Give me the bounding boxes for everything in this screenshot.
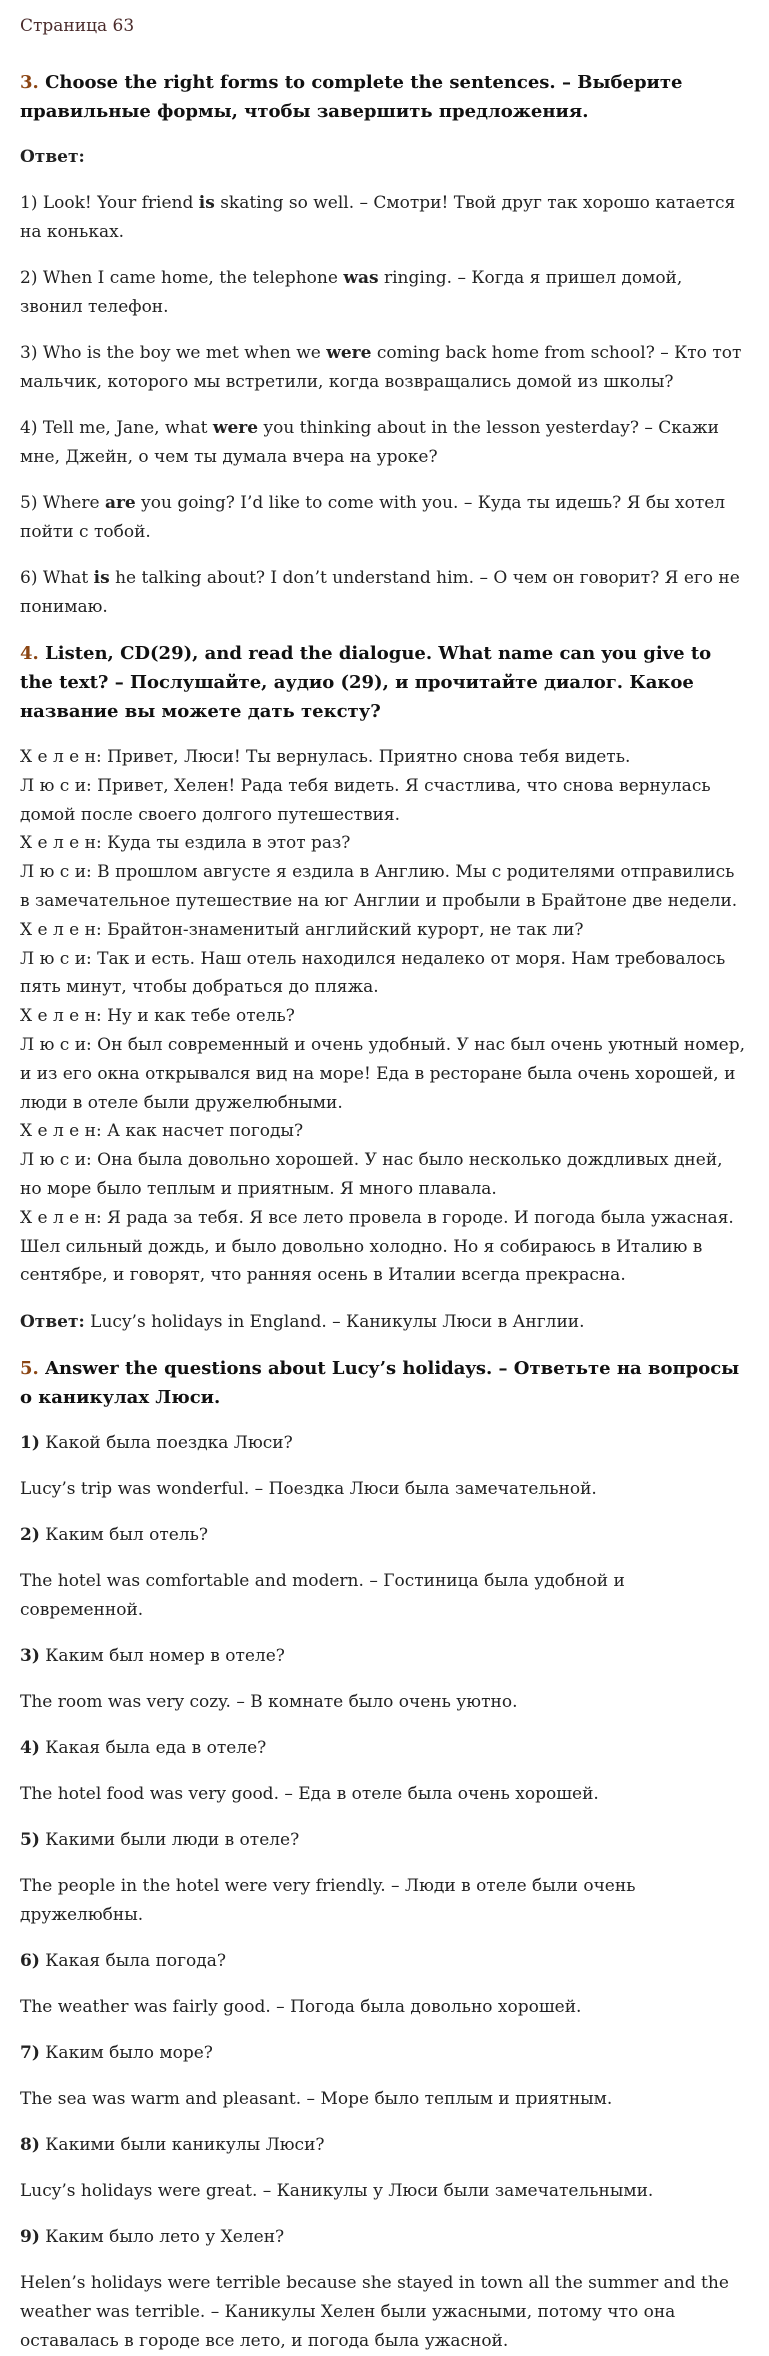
task-4-answer-text: Lucy’s holidays in England. – Каникулы Люси в Англии. xyxy=(84,1312,585,1333)
answer: The weather was fairly good. – Погода была довольно хорошей. xyxy=(20,1997,582,2018)
item-text: you going? I’d like to come with you. – Куда ты идешь? Я бы хотел пойти с тобой. xyxy=(20,493,726,542)
question-text: Какая была погода? xyxy=(39,1951,226,1972)
question-text: Каким было море? xyxy=(39,2043,213,2064)
task-3-item-5 xyxy=(20,489,749,547)
question-number: 5) xyxy=(20,1830,40,1851)
answer: Lucy’s holidays were great. – Каникулы у Люси были замечательными. xyxy=(20,2181,654,2202)
item-text: you thinking about in the lesson yesterday? – Скажи мне, Джейн, о чем ты думала вчера на уроке? xyxy=(20,418,720,467)
question-text: Какая была еда в отеле? xyxy=(39,1738,267,1759)
item-text: 5) Where xyxy=(20,493,105,513)
task-3-answer-label: Ответ: xyxy=(20,147,85,167)
answer: The room was very cozy. – В комнате было очень уютно. xyxy=(20,1692,518,1713)
dialogue-line: Х е л е н: Привет, Люси! Ты вернулась. Приятно снова тебя видеть. xyxy=(20,747,631,767)
question xyxy=(20,2039,749,2068)
answer: Helen’s holidays were terrible because she stayed in town all the summer and the weather was terrible. – Каникулы Хелен были ужасными, потому что она оставалась в городе все лето, и погода была ужасной. xyxy=(20,2273,729,2352)
question xyxy=(20,1642,749,1671)
item-text: 4) Tell me, Jane, what xyxy=(20,418,213,438)
task-3-heading xyxy=(20,68,749,126)
dialogue-line: Л ю с и: Он был современный и очень удобный. У нас был очень уютный номер, и из его окна открывался вид на море! Еда в ресторане была очень хорошей, и люди в отеле были дружелюбными. xyxy=(20,1034,746,1113)
dialogue xyxy=(20,743,749,1290)
answer: Lucy’s trip was wonderful. – Поездка Люси была замечательной. xyxy=(20,1479,597,1500)
item-text: 2) When I came home, the telephone xyxy=(20,268,344,288)
question-text: Какой была поездка Люси? xyxy=(39,1433,293,1454)
task-3-number: 3. xyxy=(20,72,39,93)
dialogue-line: Л ю с и: Так и есть. Наш отель находился недалеко от моря. Нам требовалось пять минут, чтобы добраться до пляжа. xyxy=(20,948,726,998)
question-number: 9) xyxy=(20,2227,40,2248)
question-text: Какими были каникулы Люси? xyxy=(39,2135,325,2156)
item-text: coming back home from school? – Кто тот мальчик, которого мы встретили, когда возвращались домой из школы? xyxy=(20,343,742,392)
task-4-heading xyxy=(20,639,749,726)
dialogue-line: Х е л е н: А как насчет погоды? xyxy=(20,1121,304,1142)
question-number: 4) xyxy=(20,1738,40,1759)
question-text: Какими были люди в отеле? xyxy=(39,1830,300,1851)
dialogue-line: Л ю с и: Она была довольно хорошей. У нас было несколько дождливых дней, но море было теплым и приятным. Я много плавала. xyxy=(20,1150,723,1199)
task-4-answer xyxy=(20,1308,749,1337)
question-text: Каким было лето у Хелен? xyxy=(39,2227,285,2248)
task-5-number: 5. xyxy=(20,1358,39,1380)
item-text: he talking about? I don’t understand him. – О чем он говорит? Я его не понимаю. xyxy=(20,568,740,617)
question xyxy=(20,1521,749,1550)
answer: The hotel was comfortable and modern. – Гостиница была удобной и современной. xyxy=(20,1571,625,1621)
question-text: Каким был номер в отеле? xyxy=(39,1646,285,1667)
item-keyword: are xyxy=(104,493,136,513)
question xyxy=(20,1947,749,1976)
item-keyword: is xyxy=(93,568,110,588)
dialogue-line: Л ю с и: В прошлом августе я ездила в Англию. Мы с родителями отправились в замечательное путешествие на юг Англии и пробыли в Брайтоне две недели. xyxy=(20,862,738,911)
dialogue-line: Х е л е н: Я рада за тебя. Я все лето провела в городе. И погода была ужасная. Шел сильный дождь, и было довольно холодно. Но я собираюсь в Италию в сентябре, и говорят, что ранняя осень в Италии всегда прекрасна. xyxy=(20,1207,734,1286)
item-keyword: is xyxy=(198,193,215,213)
question-number: 7) xyxy=(20,2043,40,2064)
task-3-item-4 xyxy=(20,414,749,472)
question-number: 6) xyxy=(20,1951,40,1972)
item-text: 6) What xyxy=(20,568,94,588)
dialogue-line: Х е л е н: Ну и как тебе отель? xyxy=(20,1006,295,1027)
item-keyword: were xyxy=(326,343,372,363)
answer: The sea was warm and pleasant. – Море было теплым и приятным. xyxy=(20,2089,613,2110)
task-4-number: 4. xyxy=(20,643,39,664)
question-number: 1) xyxy=(20,1433,40,1454)
answer: The hotel food was very good. – Еда в отеле была очень хорошей. xyxy=(20,1784,599,1805)
task-3-item-3 xyxy=(20,339,749,397)
question xyxy=(20,1429,749,1458)
question-number: 3) xyxy=(20,1646,40,1667)
dialogue-line: Х е л е н: Куда ты ездила в этот раз? xyxy=(20,833,351,854)
item-text: ringing. – Когда я пришел домой, звонил телефон. xyxy=(20,268,683,317)
question-text: Каким был отель? xyxy=(39,1525,208,1546)
item-text: 3) Who is the boy we met when we xyxy=(20,343,327,363)
task-3-item-2 xyxy=(20,264,749,322)
question xyxy=(20,1734,749,1763)
question xyxy=(20,1826,749,1855)
item-keyword: were xyxy=(212,418,259,438)
task-3-item-6 xyxy=(20,564,749,622)
question xyxy=(20,2131,749,2160)
task-3-title: Choose the right forms to complete the sentences. – Выберите правильные формы, чтобы завершить предложения. xyxy=(20,72,683,122)
question-number: 8) xyxy=(20,2135,40,2156)
question-number: 2) xyxy=(20,1525,40,1546)
page-number: Страница 63 xyxy=(20,16,135,36)
answer: The people in the hotel were very friendly. – Люди в отеле были очень дружелюбны. xyxy=(20,1876,636,1926)
task-5-heading xyxy=(20,1354,749,1412)
task-4-title: Listen, CD(29), and read the dialogue. What name can you give to the text? – Послушайте, аудио (29), и прочитайте диалог. Какое название вы можете дать тексту? xyxy=(20,643,712,722)
task-3-item-1 xyxy=(20,189,749,247)
dialogue-line: Л ю с и: Привет, Хелен! Рада тебя видеть. Я счастлива, что снова вернулась домой после своего долгого путешествия. xyxy=(20,775,711,825)
task-4-answer-label: Ответ: xyxy=(20,1312,85,1333)
item-text: skating so well. – Смотри! Твой друг так хорошо катается на коньках. xyxy=(20,193,736,242)
item-keyword: was xyxy=(343,268,379,288)
task-5-title: Answer the questions about Lucy’s holidays. – Ответьте на вопросы о каникулах Люси. xyxy=(20,1358,740,1409)
question xyxy=(20,2223,749,2252)
item-text: 1) Look! Your friend xyxy=(20,193,199,213)
dialogue-line: Х е л е н: Брайтон-знаменитый английский курорт, не так ли? xyxy=(20,919,584,940)
